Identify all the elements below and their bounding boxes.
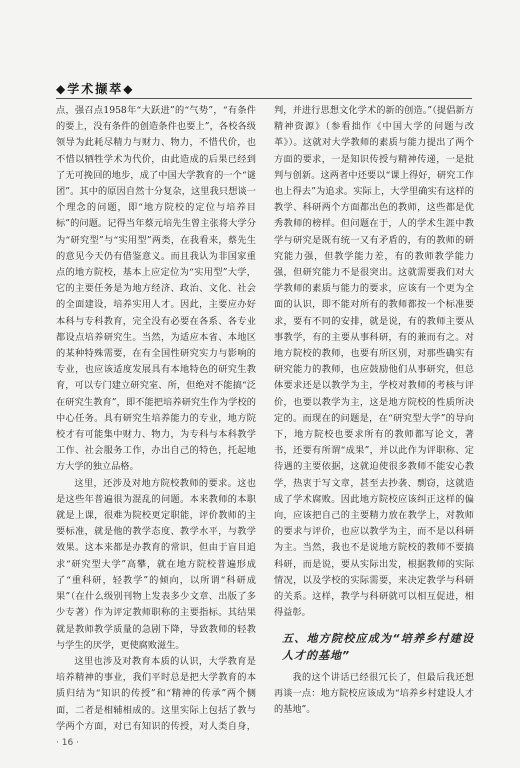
page-number: · 16 · [56, 738, 79, 748]
left-paragraph-2: 这里，还涉及对地方院校教师的要求。这也是这些年普遍很为混乱的问题。本来教师的本职就是上课，很难为院校更定职能，评价教师的主要标准，就是他的教学态度、教学水平，与教学效果。这本来都是办教育的常识，但由于盲目追求“研究型大学”高攀，就在地方院校普遍形成了“重科研，轻教学”的倾向，以所谓“科研成果”（在什么级别刊物上发表多少文章、出版了多少专著）作为评定教师职称的主要指标。其结果就是教师教学质量的急剧下降，导致教师的轻教与学生的厌学，更使腐败滋生。 [56, 477, 256, 651]
section-header: ◆学术撷萃◆ [56, 82, 135, 96]
left-paragraph-3: 这里也涉及对教育本质的认识，大学教育是培养精神的事业，我们平时总是把大学教育的本质归结为“知识的传授”和“精神的传承”两个侧面，二者是相辅相成的。这里实际上包括了教与学两个方面，对已有知识的传授，对人类自身， [56, 655, 256, 732]
section-heading: 五、地方院校应成为“培养乡村建设人才的基地” [282, 631, 474, 662]
right-paragraph-1: 判，并进行思想文化学术的新的创造。”（提倡新方精神资源》（参看拙作《中国大学的问题与改革》）。这就对大学教师的素质与能力提出了两个方面的要求，一是知识传授与精神传递，一是批判与创新。这两者中还要以“课上得好，研究工作也上得去”为追求。实际上，大学里确实有这样的教学、科研两个方面都出色的教师，这些都是优秀教师的榜样。但问题在于，人的学术生涯中教学与研究是既有统一又有矛盾的，有的教师的研究能力强，但教学能力差，有的教师教学能力强，但研究能力不是很突出。这就需要我们对大学教师的素质与能力的要求，应该有一个更为全面的认识，即不能对所有的教师都按一个标准要求，要有不同的安排，就是说，有的教师主要从事教学，有的主要从事科研，有的兼而有之。对地方院校的教师，也要有所区别，对那些确实有研究能力的教师，也应鼓励他们从事研究，但总体要求还是以教学为主，学校对教师的考核与评价，也要以教学为主，这是地方院校的性质所决定的。而现在的问题是，在“研究型大学”的导向下，地方院校也要求所有的教师都写论文，著书，还要有所谓“成果”，并以此作为评职称、定待遇的主要依据，这就迫使很多教师不能安心教学，热衷于写文章，甚至去抄袭、剽窃，这就造成了学术腐败。因此地方院校应该纠正这样的偏向，应该把自己的主要精力放在教学上，对教师的要求与评价，也应以教学为主，而不是以科研为主。当然，我也不是说地方院校的教师不要搞科研，而是说，要从实际出发，根据教师的实际情况，以及学校的实际需要，来决定教学与科研的关系。这样，教学与科研就可以相互促进，相得益彰。 [274, 105, 474, 619]
left-paragraph-1: 点，强召点1958年“大跃进”的“气势”，“有条件的要上，没有条件的创造条件也要上”，各校各级领导为此耗尽精力与财力、物力，不惜代价，也不惜以牺牲学术为代价，由此造成的后果已经到了无可挽回的地步，成了中国大学教育的一个“谜团”。其中的原因自然十分复杂，这里我只想谈一个理念的问题，即“地方院校的定位与培养目标”的问题。记得当年蔡元培先生曾主张将大学分为“研究型”与“实用型”两类，在我看来，蔡先生的意见今天仍有借鉴意义。而且我认为非国家重点的地方院校，基本上应定位为“实用型”大学，它的主要任务是为地方经济、政治、文化、社会的全面建设，培养实用人才。因此，主要应办好本科与专科教育，完全没有必要在各系、各专业都设点培养研究生。当然，为适应本省、本地区的某种特殊需要，在有全国性研究实力与影响的专业，也应该适度发展具有本地特色的研究生教育，可以专门建立研究室、所，但绝对不能搞“泛在研究生教育”，即不能把培养研究生作为学校的中心任务。具有研究生培养能力的专业，地方院校才有可能集中财力、物力，为专科与本科教学工作、社会服务工作，办出自己的特色，托起地方大学的独立品格。 [56, 105, 256, 473]
right-column [274, 103, 474, 733]
left-column [56, 103, 256, 733]
header-rule [56, 98, 472, 99]
right-paragraph-2: 我的这个讲话已经很冗长了，但最后我还想再谈一点：地方院校应该成为“培养乡村建设人才的基地”。 [274, 671, 474, 715]
